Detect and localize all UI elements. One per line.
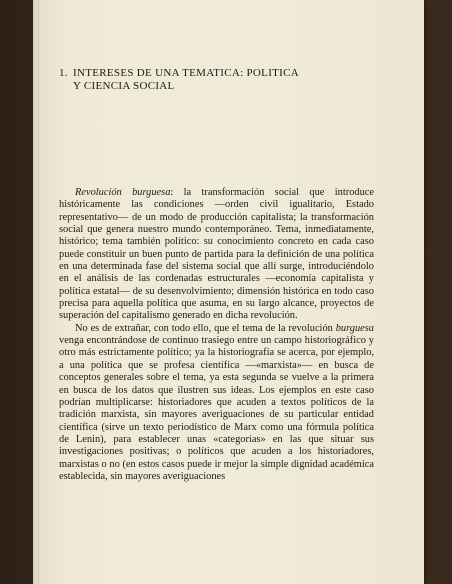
paragraph-1-italic-lead: Revolución burguesa: [75, 187, 171, 198]
paragraph-2: [59, 323, 374, 483]
paragraph-1: [59, 187, 374, 323]
paragraph-2-text-before: No es de extrañar, con todo ello, que el tema de la revolución: [75, 322, 336, 334]
chapter-heading: [59, 67, 359, 93]
chapter-title-line1: INTERESES DE UNA TEMATICA: POLITICA: [73, 67, 300, 79]
chapter-number: 1.: [59, 67, 68, 79]
paragraph-1-text: : la transformación social que introduce históricamente las condiciones —orden civil igualitario, Estado representativo— de un modo de producción capitalista; la transformación social que genera nuestro mundo contemporáneo. Tema, inmediatamente, histórico; tema también político: su conocimiento concreto en cada caso puede constituir un buen punto de partida para la definición de una política en una determinada fase del sistema social que allí surge, introduciéndolo en el análisis de las cordenadas estructurales —economía capitalista y política estatal— de su desenvolvimiento; dimensión histórica en todo caso precisa para aquella política que asuma, en su largo alcance, proyectos de superación del capitalismo generado en dicha revolución.: [59, 187, 375, 322]
body-text: [59, 187, 374, 483]
paragraph-2-italic: burguesa: [335, 322, 374, 334]
chapter-title-line2: Y CIENCIA SOCIAL: [73, 80, 175, 92]
paragraph-2-text-after: venga encontrándose de continuo trasiego entre un campo historiográfico y otro más estrictamente político; ya la historiografía se acerca, por ejemplo, a una política que se profesa científica —«marxista»— en busca de conceptos generales sobre el tema, ya esta segunda se vuelve a la primera en busca de los datos que ilustren sus ideas. Los ejemplos en este caso podrían multiplicarse: historiadores que acuden a textos políticos de la tradición marxista, sin mayores averiguaciones de su particular entidad científica (sirve un texto periodístico de Marx como una fórmula política de Lenin), para establecer unas «categorías» en las que situar sus investigaciones positivas; o políticos que acuden a los historiadores, marxistas o no (en estos casos puede ir mejor la simple dignidad académica establecida, sin mayores averiguaciones: [59, 335, 374, 482]
